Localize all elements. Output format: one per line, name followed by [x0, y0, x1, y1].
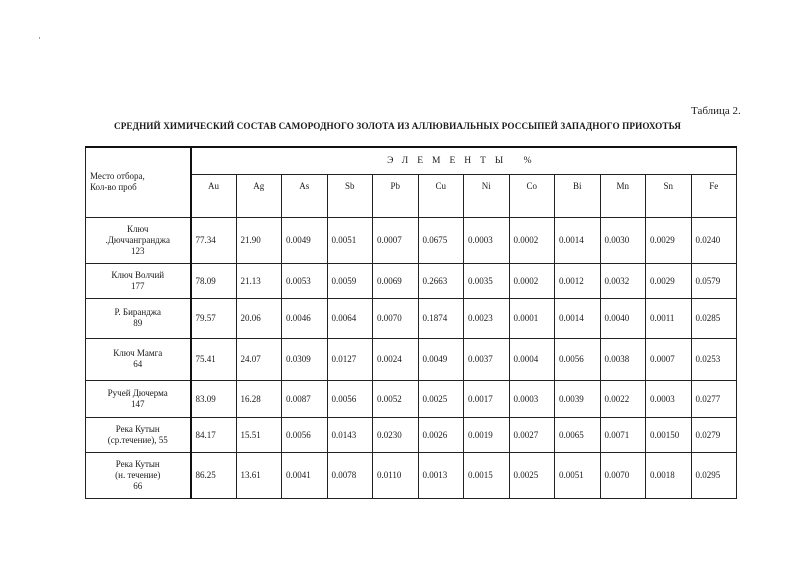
- column-header: Mn: [600, 174, 646, 217]
- value-cell: 0.0038: [600, 338, 646, 380]
- value-cell: 0.0035: [464, 263, 510, 298]
- value-cell: 0.0002: [509, 263, 555, 298]
- site-cell: [86, 338, 191, 380]
- table-row: [86, 380, 737, 417]
- value-cell: 0.0071: [600, 417, 646, 452]
- column-header: Sb: [327, 174, 373, 217]
- value-cell: 24.07: [236, 338, 282, 380]
- value-cell: 0.0056: [327, 380, 373, 417]
- column-header: As: [282, 174, 328, 217]
- elements-header: ЭЛЕМЕНТЫ %: [191, 147, 737, 174]
- value-cell: 0.0056: [282, 417, 328, 452]
- value-cell: 0.0015: [464, 452, 510, 498]
- value-cell: 0.0025: [509, 452, 555, 498]
- chemical-composition-table: [85, 146, 737, 499]
- value-cell: 0.1874: [418, 298, 464, 338]
- value-cell: 78.09: [191, 263, 237, 298]
- site-header-cell: [86, 147, 191, 217]
- value-cell: 0.0087: [282, 380, 328, 417]
- table-row: [86, 298, 737, 338]
- value-cell: 0.0143: [327, 417, 373, 452]
- value-cell: 0.0026: [418, 417, 464, 452]
- value-cell: 0.0279: [691, 417, 737, 452]
- column-header: Ni: [464, 174, 510, 217]
- site-cell: [86, 298, 191, 338]
- value-cell: 84.17: [191, 417, 237, 452]
- value-cell: 0.0070: [373, 298, 419, 338]
- value-cell: 0.0019: [464, 417, 510, 452]
- value-cell: 0.0064: [327, 298, 373, 338]
- value-cell: 0.0579: [691, 263, 737, 298]
- column-header: Pb: [373, 174, 419, 217]
- site-site-line3: 66: [133, 480, 143, 491]
- site-site-line1: Ключ: [127, 223, 149, 234]
- document-title: СРЕДНИЙ ХИМИЧЕСКИЙ СОСТАВ САМОРОДНОГО ЗОЛОТА ИЗ АЛЛЮВИАЛЬНЫХ РОССЫПЕЙ ЗАПАДНОГО ПРИОХОТЬЯ: [113, 121, 682, 131]
- value-cell: 86.25: [191, 452, 237, 498]
- value-cell: 0.0240: [691, 217, 737, 263]
- value-cell: 0.0053: [282, 263, 328, 298]
- value-cell: 16.28: [236, 380, 282, 417]
- value-cell: 0.0309: [282, 338, 328, 380]
- column-header: Sn: [646, 174, 692, 217]
- value-cell: 0.0022: [600, 380, 646, 417]
- value-cell: 77.34: [191, 217, 237, 263]
- value-cell: 0.0027: [509, 417, 555, 452]
- table-row: [86, 217, 737, 263]
- value-cell: 0.0040: [600, 298, 646, 338]
- value-cell: 0.0012: [555, 263, 601, 298]
- value-cell: 79.57: [191, 298, 237, 338]
- value-cell: 0.0001: [509, 298, 555, 338]
- value-cell: 0.0051: [327, 217, 373, 263]
- value-cell: 0.0029: [646, 217, 692, 263]
- value-cell: 0.0017: [464, 380, 510, 417]
- value-cell: 21.90: [236, 217, 282, 263]
- table-row: [86, 417, 737, 452]
- value-cell: 0.00150: [646, 417, 692, 452]
- site-header-line1: Место отбора,: [90, 171, 145, 182]
- value-cell: 21.13: [236, 263, 282, 298]
- value-cell: 15.51: [236, 417, 282, 452]
- site-site-line3: 123: [131, 245, 145, 256]
- value-cell: 0.0070: [600, 452, 646, 498]
- value-cell: 0.0056: [555, 338, 601, 380]
- value-cell: 0.0049: [282, 217, 328, 263]
- value-cell: 0.0013: [418, 452, 464, 498]
- value-cell: 20.06: [236, 298, 282, 338]
- column-header: Fe: [691, 174, 737, 217]
- value-cell: 0.0003: [646, 380, 692, 417]
- site-site-line2: (н. течение): [115, 469, 161, 480]
- value-cell: 0.0003: [509, 380, 555, 417]
- value-cell: 0.0002: [509, 217, 555, 263]
- site-cell: [86, 452, 191, 498]
- scan-mark: ·: [38, 33, 41, 43]
- table-row: [86, 263, 737, 298]
- value-cell: 0.0011: [646, 298, 692, 338]
- value-cell: 0.0051: [555, 452, 601, 498]
- value-cell: 0.0675: [418, 217, 464, 263]
- value-cell: 0.0037: [464, 338, 510, 380]
- column-header: Co: [509, 174, 555, 217]
- value-cell: 0.0046: [282, 298, 328, 338]
- site-cell: [86, 380, 191, 417]
- site-site-line1: Ключ Мамга: [113, 348, 163, 358]
- value-cell: 0.0030: [600, 217, 646, 263]
- value-cell: 0.0018: [646, 452, 692, 498]
- site-site-line1: Р. Биранджа: [114, 307, 161, 317]
- value-cell: 0.0230: [373, 417, 419, 452]
- value-cell: 0.0065: [555, 417, 601, 452]
- value-cell: 0.0069: [373, 263, 419, 298]
- value-cell: 0.0041: [282, 452, 328, 498]
- column-header: Au: [191, 174, 237, 217]
- value-cell: 0.0032: [600, 263, 646, 298]
- value-cell: 0.0007: [646, 338, 692, 380]
- value-cell: 0.0014: [555, 217, 601, 263]
- site-cell: [86, 417, 191, 452]
- column-header: Cu: [418, 174, 464, 217]
- table-row: [86, 338, 737, 380]
- value-cell: 0.0078: [327, 452, 373, 498]
- site-site-line2: 64: [133, 359, 143, 369]
- value-cell: 0.0049: [418, 338, 464, 380]
- value-cell: 0.0014: [555, 298, 601, 338]
- value-cell: 0.2663: [418, 263, 464, 298]
- column-header: Bi: [555, 174, 601, 217]
- table-label: Таблица 2.: [691, 105, 741, 117]
- value-cell: 0.0007: [373, 217, 419, 263]
- value-cell: 0.0110: [373, 452, 419, 498]
- site-cell: [86, 217, 191, 263]
- value-cell: 0.0004: [509, 338, 555, 380]
- column-header: Ag: [236, 174, 282, 217]
- value-cell: 0.0253: [691, 338, 737, 380]
- value-cell: 0.0127: [327, 338, 373, 380]
- value-cell: 0.0295: [691, 452, 737, 498]
- value-cell: 0.0277: [691, 380, 737, 417]
- value-cell: 0.0024: [373, 338, 419, 380]
- value-cell: 13.61: [236, 452, 282, 498]
- value-cell: 83.09: [191, 380, 237, 417]
- site-site-line2: 147: [131, 398, 145, 409]
- site-site-line1: Ручей Дючерма: [107, 387, 168, 398]
- site-site-line1: Ключ Волчий: [111, 269, 165, 280]
- value-cell: 0.0059: [327, 263, 373, 298]
- site-site-line1: Река Кутын: [115, 423, 160, 434]
- value-cell: 0.0285: [691, 298, 737, 338]
- value-cell: 0.0052: [373, 380, 419, 417]
- site-site-line2: .Дюччангранджа: [105, 234, 170, 245]
- table-row: [86, 452, 737, 498]
- site-header-line2: Кол-во проб: [90, 182, 137, 193]
- value-cell: 75.41: [191, 338, 237, 380]
- value-cell: 0.0003: [464, 217, 510, 263]
- site-site-line2: (ср.течение), 55: [107, 434, 168, 445]
- site-site-line2: 177: [131, 280, 145, 291]
- site-site-line1: Река Кутын: [115, 458, 160, 469]
- site-cell: [86, 263, 191, 298]
- value-cell: 0.0023: [464, 298, 510, 338]
- value-cell: 0.0039: [555, 380, 601, 417]
- value-cell: 0.0025: [418, 380, 464, 417]
- site-site-line2: 89: [133, 318, 143, 328]
- value-cell: 0.0029: [646, 263, 692, 298]
